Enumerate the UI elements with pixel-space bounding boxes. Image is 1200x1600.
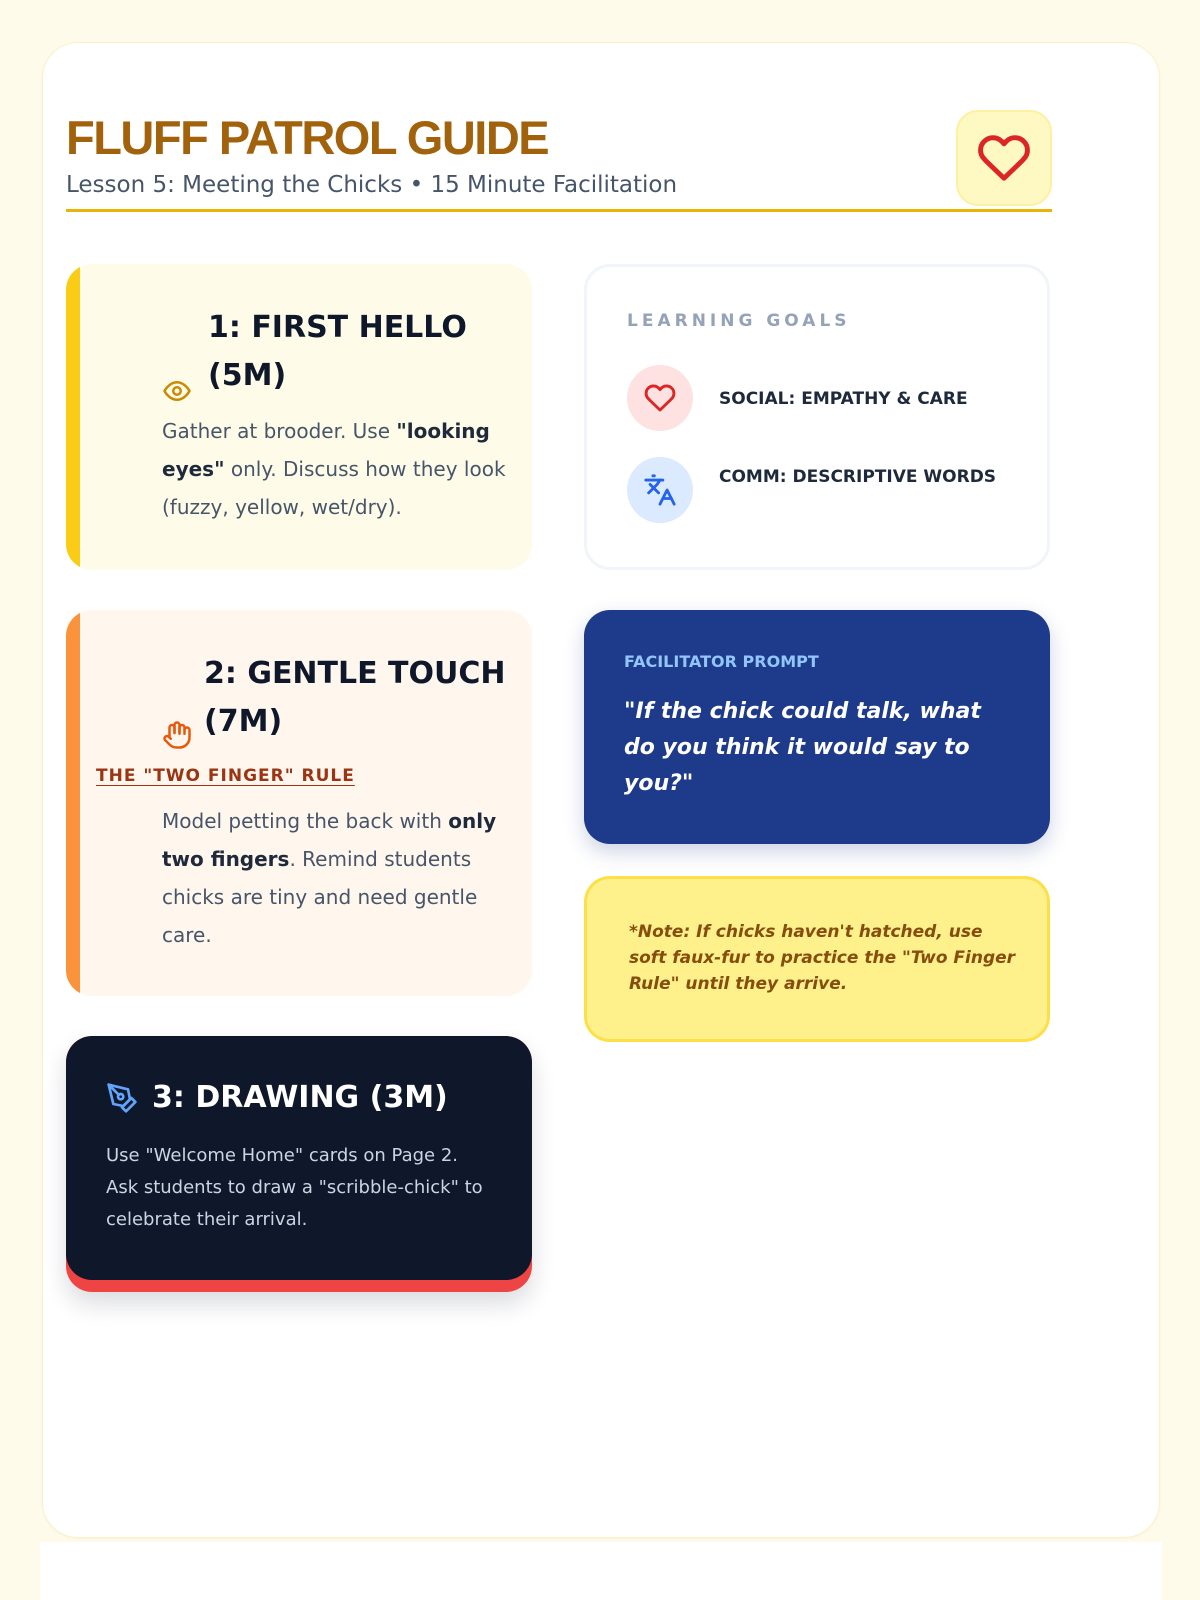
note-card — [584, 876, 1050, 1042]
heart-icon — [644, 382, 676, 414]
goal-label: COMM: DESCRIPTIVE WORDS — [719, 467, 997, 487]
translate-icon — [643, 473, 677, 507]
step-title: 2: GENTLE TOUCH (7M) — [204, 656, 506, 739]
facilitator-prompt-card — [584, 610, 1050, 844]
learning-goals-heading: LEARNING GOALS — [627, 311, 851, 331]
facilitator-prompt-quote: "If the chick could talk, what do you think it would say to you?" — [624, 699, 981, 796]
step-card-first-hello — [66, 264, 532, 570]
step-title: 3: DRAWING (3M) — [152, 1080, 448, 1115]
hand-icon — [162, 720, 192, 750]
step-body: Gather at brooder. Use "looking eyes" only. Discuss how they look (fuzzy, yellow, wet/dry). — [162, 419, 506, 519]
step-accent-bar — [66, 610, 80, 996]
eye-icon — [162, 376, 192, 406]
header — [66, 68, 1052, 212]
goal-icon-badge — [627, 365, 693, 431]
note-text: *Note: If chicks haven't hatched, use soft faux-fur to practice the "Two Finger Rule" until they arrive. — [629, 922, 1016, 994]
goal-label: SOCIAL: EMPATHY & CARE — [719, 389, 968, 409]
pen-tool-icon — [106, 1082, 138, 1114]
step-accent-bar — [66, 264, 80, 570]
bottom-strip — [40, 1542, 1162, 1600]
learning-goals-card — [584, 264, 1050, 570]
page-subtitle: Lesson 5: Meeting the Chicks • 15 Minute Facilitation — [66, 172, 678, 198]
goal-icon-badge — [627, 457, 693, 523]
step-title: 1: FIRST HELLO (5M) — [208, 310, 467, 393]
step-card-drawing — [66, 1036, 532, 1292]
page-title: FLUFF PATROL GUIDE — [66, 111, 549, 164]
step-body: Use "Welcome Home" cards on Page 2. Ask students to draw a "scribble-chick" to celebrate their arrival. — [106, 1145, 483, 1230]
header-heart-badge — [956, 110, 1052, 206]
heart-icon — [977, 131, 1031, 185]
facilitator-prompt-heading: FACILITATOR PROMPT — [624, 652, 819, 671]
step-card-gentle-touch — [66, 610, 532, 996]
step-card-drawing-body — [66, 1036, 532, 1280]
rule-heading: THE "TWO FINGER" RULE — [96, 766, 355, 786]
step-body: Model petting the back with only two fingers. Remind students chicks are tiny and need gentle care. — [162, 809, 497, 947]
